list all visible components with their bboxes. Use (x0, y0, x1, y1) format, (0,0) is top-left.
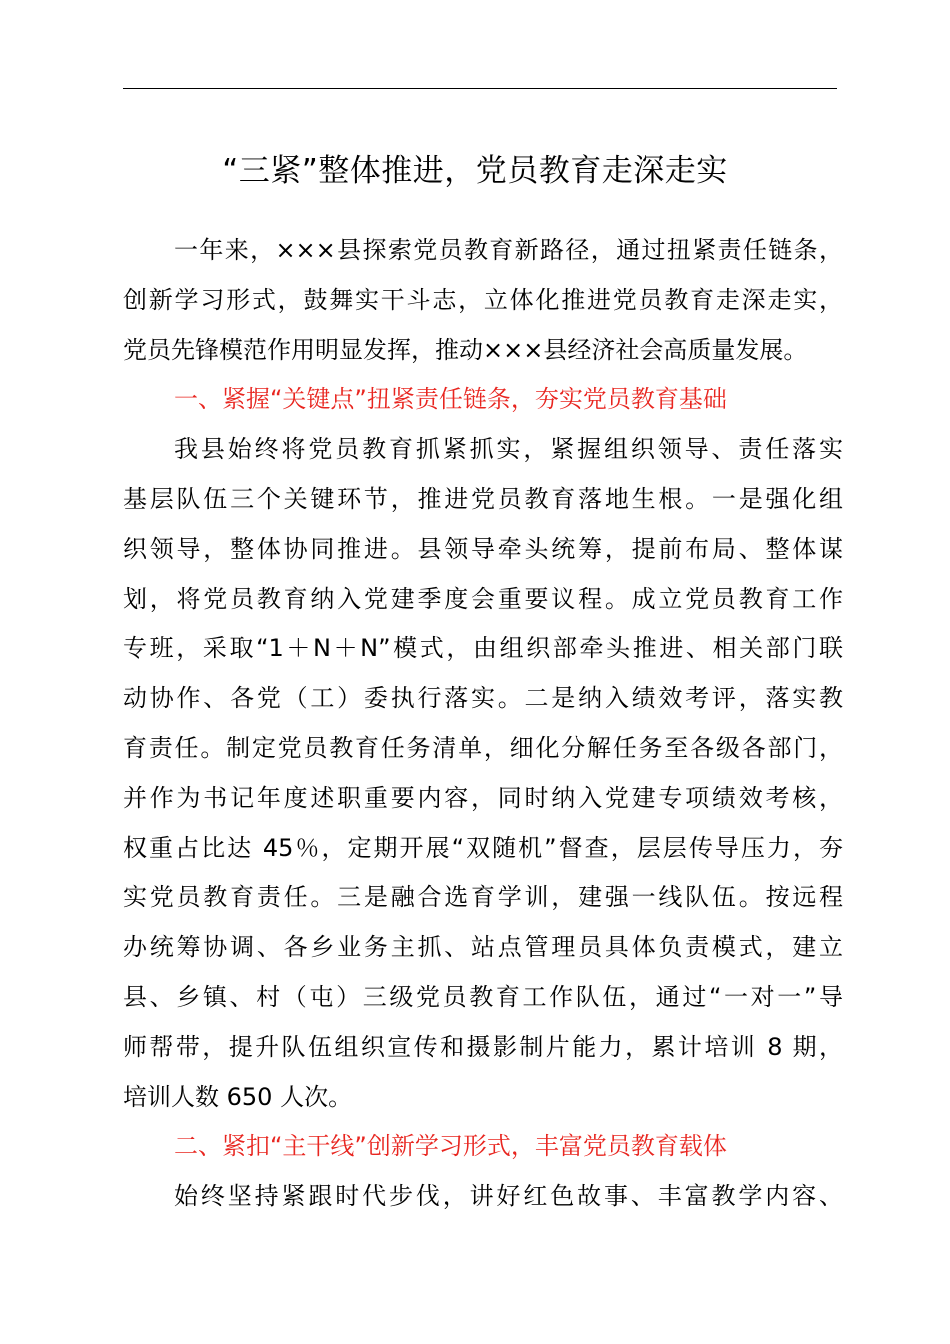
paragraph-line: 并作为书记年度述职重要内容，同时纳入党建专项绩效考核， (123, 783, 843, 812)
paragraph-line: 织领导，整体协同推进。县领导牵头统筹，提前布局、整体谋 (123, 534, 843, 563)
section-heading: 二、紧扣“主干线”创新学习形式，丰富党员教育载体 (174, 1132, 727, 1161)
section-heading: 一、紧握“关键点”扭紧责任链条，夯实党员教育基础 (174, 385, 727, 414)
intro-line: 创新学习形式，鼓舞实干斗志，立体化推进党员教育走深走实， (123, 285, 843, 314)
intro-line: 党员先锋模范作用明显发挥，推动×××县经济社会高质量发展。 (123, 335, 808, 364)
paragraph-line: 办统筹协调、各乡业务主抓、站点管理员具体负责模式，建立 (123, 933, 843, 962)
document-body (123, 226, 843, 1222)
intro-line: 一年来，×××县探索党员教育新路径，通过扭紧责任链条， (174, 236, 843, 264)
paragraph-line: 始终坚持紧跟时代步伐，讲好红色故事、丰富教学内容、 (174, 1182, 843, 1211)
paragraph-line: 划，将党员教育纳入党建季度会重要议程。成立党员教育工作 (123, 584, 843, 613)
paragraph-line: 专班，采取“1＋N＋N”模式，由组织部牵头推进、相关部门联 (123, 634, 843, 663)
paragraph-line: 基层队伍三个关键环节，推进党员教育落地生根。一是强化组 (123, 484, 843, 513)
paragraph-line: 县、乡镇、村（屯）三级党员教育工作队伍，通过“一对一”导 (123, 982, 843, 1011)
paragraph-line: 师帮带，提升队伍组织宣传和摄影制片能力，累计培训 8 期， (123, 1032, 843, 1061)
paragraph-line: 动协作、各党（工）委执行落实。二是纳入绩效考评，落实教 (123, 684, 843, 713)
document-title: “三紧”整体推进，党员教育走深走实 (222, 153, 728, 189)
paragraph-line: 培训人数 650 人次。 (123, 1082, 353, 1111)
paragraph-line: 实党员教育责任。三是融合选育学训，建强一线队伍。按远程 (123, 883, 843, 912)
paragraph-line: 我县始终将党员教育抓紧抓实，紧握组织领导、责任落实 (174, 435, 843, 464)
paragraph-line: 育责任。制定党员教育任务清单，细化分解任务至各级各部门， (123, 733, 843, 762)
paragraph-line: 权重占比达 45％，定期开展“双随机”督查，层层传导压力，夯 (123, 833, 843, 862)
header-rule (123, 88, 837, 89)
